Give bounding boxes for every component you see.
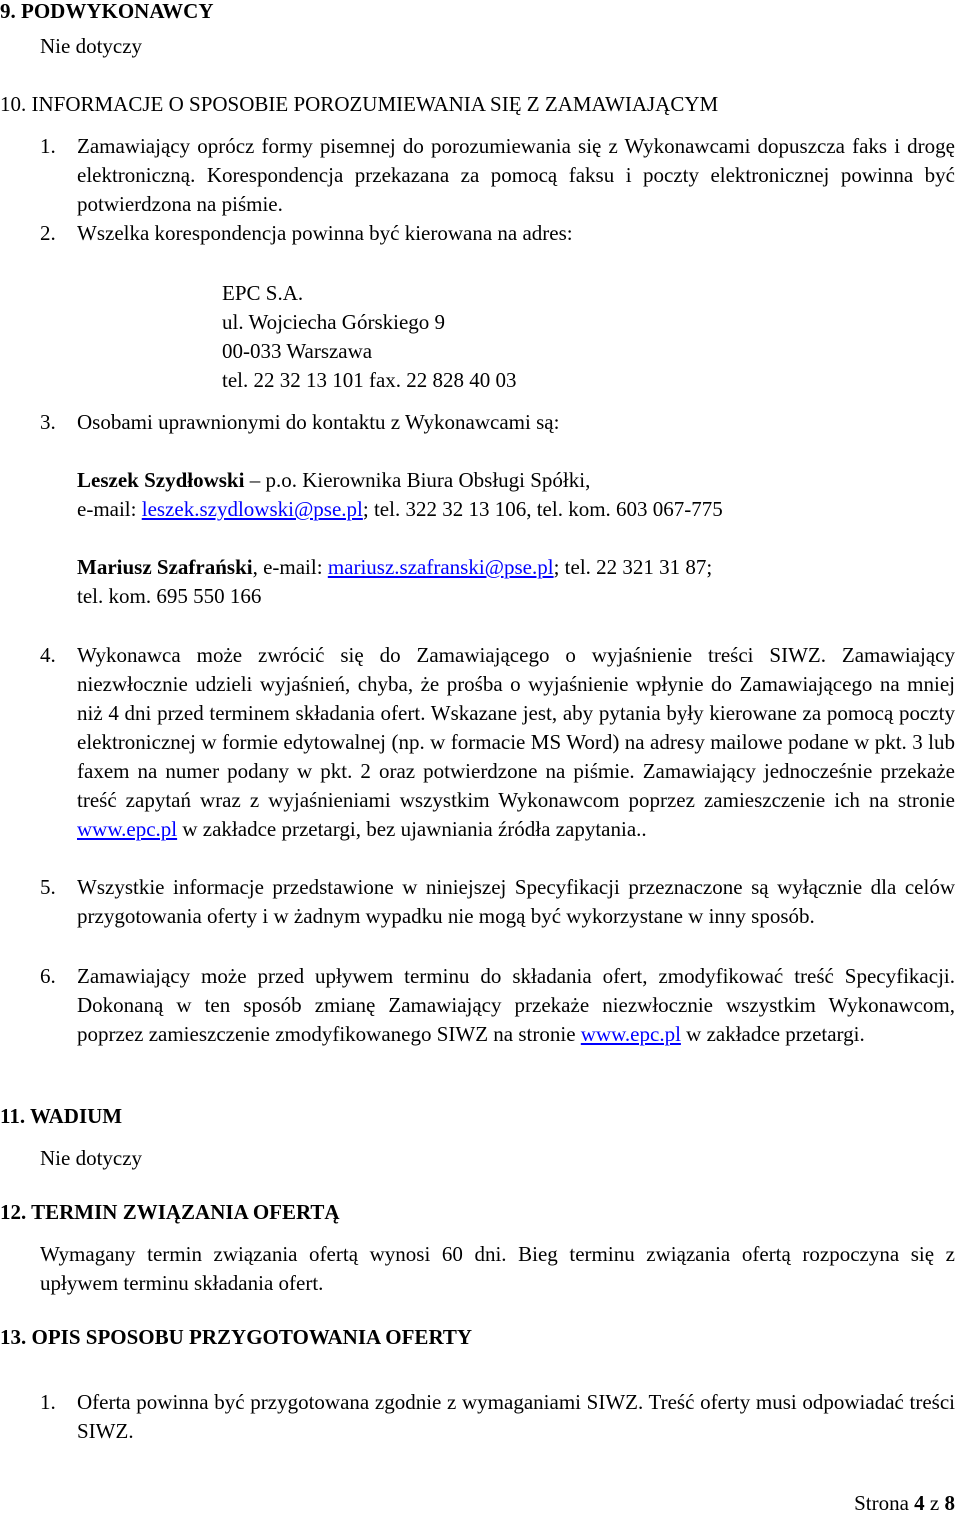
s10-item-6 [0,962,960,1049]
item-text: Oferta powinna być przygotowana zgodnie z wymaganiami SIWZ. Treść oferty musi odpowiadać treści SIWZ. [77,1390,955,1443]
item-text-part: w zakładce przetargi. [680,1022,865,1046]
address-phone-fax: tel. 22 32 13 101 fax. 22 828 40 03 [222,368,517,392]
email-label: e-mail: [77,497,142,521]
item-text-part: Zamawiający może przed upływem terminu do składania ofert, zmodyfikować treść Specyfikacji. Dokonaną w ten sposób zmianę Zamawiający przekaże niezwłocznie wszystkim Wykonawcom, poprzez zamieszczenie zmodyfikowanego SIWZ na stronie [77,964,955,1046]
contact-mariusz [77,553,957,611]
item-number: 4. [40,643,56,667]
item-number: 1. [40,134,56,158]
page-label: Strona [854,1491,915,1515]
section-9-title: 9. PODWYKONAWCY [0,0,214,23]
s10-item-3 [0,408,960,437]
contact-mobile: tel. kom. 695 550 166 [77,584,262,608]
contact-phones: ; tel. 22 321 31 87; [553,555,713,579]
section-9-body: Nie dotyczy [40,34,143,58]
section-12-title: 12. TERMIN ZWIĄZANIA OFERTĄ [0,1200,340,1224]
section-12-body: Wymagany termin związania ofertą wynosi 60 dni. Bieg terminu związania ofertą rozpoczyna się z upływem terminu składania ofert. [40,1242,955,1295]
section-13-title: 13. OPIS SPOSOBU PRZYGOTOWANIA OFERTY [0,1325,473,1349]
item-text: Wszystkie informacje przedstawione w niniejszej Specyfikacji przeznaczone są wyłącznie dla celów przygotowania oferty i w żadnym wypadku nie mogą być wykorzystane w inny sposób. [77,875,955,928]
item-text: Osobami uprawnionymi do kontaktu z Wykonawcami są: [77,410,560,434]
item-text: Wszelka korespondencja powinna być kierowana na adres: [77,221,573,245]
address-city: 00-033 Warszawa [222,339,373,363]
email-link[interactable]: mariusz.szafranski@pse.pl [327,555,554,579]
current-page: 4 [914,1491,925,1515]
contact-leszek [77,466,957,524]
epc-website-link[interactable]: www.epc.pl [580,1022,681,1046]
item-text [77,641,955,844]
section-11-title: 11. WADIUM [0,1104,123,1128]
item-text-part: w zakładce przetargi, bez ujawniania źródła zapytania.. [177,817,647,841]
address-street: ul. Wojciecha Górskiego 9 [222,310,446,334]
section-10-title: 10. INFORMACJE O SPOSOBIE POROZUMIEWANIA SIĘ Z ZAMAWIAJĄCYM [0,92,719,116]
item-text [77,962,955,1049]
s10-item-5 [0,873,960,931]
s10-item-1 [0,132,960,219]
total-pages: 8 [944,1491,955,1515]
address-company: EPC S.A. [222,281,304,305]
item-number: 5. [40,875,56,899]
address-block [222,279,517,395]
page-separator: z [924,1491,945,1515]
contact-role: – p.o. Kierownika Biura Obsługi Spółki, [244,468,591,492]
page-number [854,1489,955,1518]
item-number: 1. [40,1390,56,1414]
item-number: 3. [40,410,56,434]
email-label: , e-mail: [252,555,328,579]
item-text-part: Wykonawca może zwrócić się do Zamawiającego o wyjaśnienie treści SIWZ. Zamawiający niezwłocznie udzieli wyjaśnień, chyba, że prośba o wyjaśnienie wpłynie do Zamawiającego na mniej niż 4 dni przed terminem składania ofert. Wskazane jest, aby pytania były kierowane za pomocą poczty elektronicznej w formie edytowalnej (np. w formacie MS Word) na adresy mailowe podane w pkt. 3 lub faxem na numer podany w pkt. 2 oraz potwierdzone na piśmie. Zamawiający jednocześnie przekaże treść zapytań wraz z wyjaśnieniami wszystkim Wykonawcom poprzez zamieszczenie ich na stronie [77,643,955,812]
contact-name: Leszek Szydłowski [77,468,245,492]
item-text: Zamawiający oprócz formy pisemnej do porozumiewania się z Wykonawcami dopuszcza faks i drogę elektroniczną. Korespondencja przekazana za pomocą faksu i poczty elektronicznej powinna być potwierdzona na piśmie. [77,134,955,216]
s13-item-1 [0,1388,960,1446]
contact-phones: ; tel. 322 32 13 106, tel. kom. 603 067-775 [362,497,723,521]
item-number: 2. [40,221,56,245]
epc-website-link[interactable]: www.epc.pl [77,817,178,841]
s10-item-2 [0,219,960,248]
s10-item-4 [0,641,960,844]
email-link[interactable]: leszek.szydlowski@pse.pl [141,497,363,521]
section-11-body: Nie dotyczy [40,1146,143,1170]
item-number: 6. [40,964,56,988]
contact-name: Mariusz Szafrański [77,555,253,579]
